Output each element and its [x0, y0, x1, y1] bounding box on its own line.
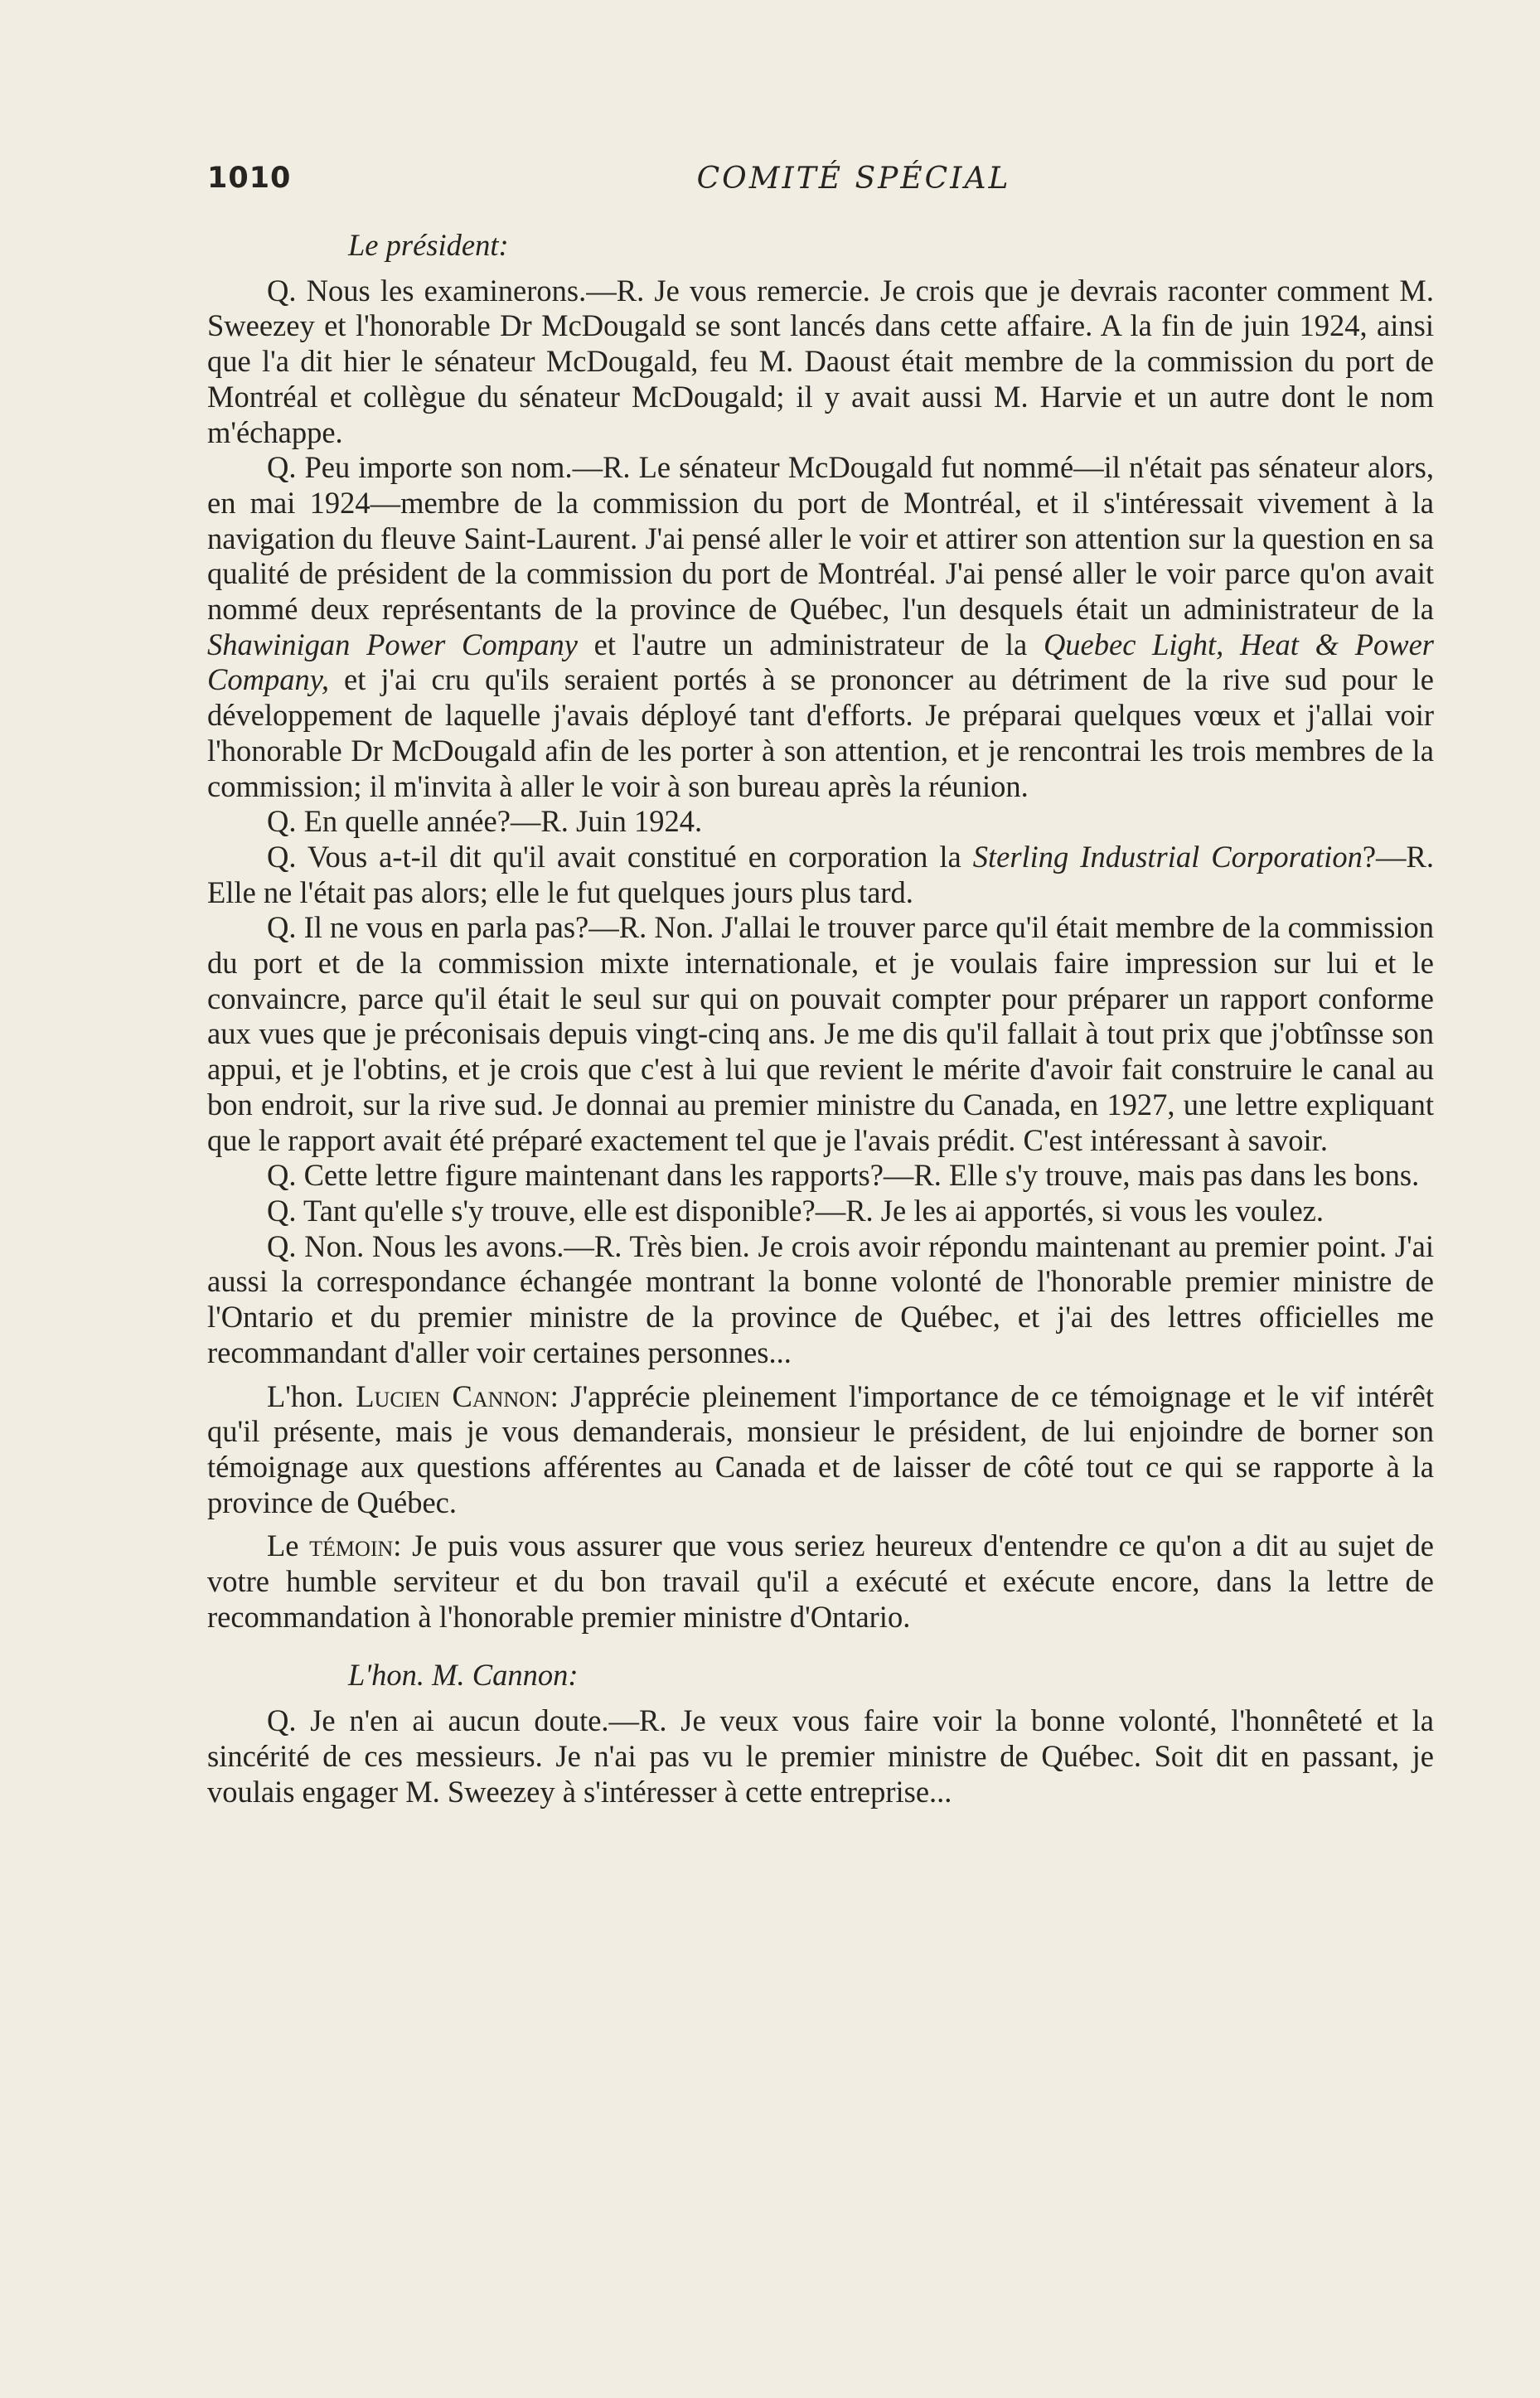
paragraph-4-text-a: Q. Vous a-t-il dit qu'il avait constitué en corporation la — [267, 839, 973, 874]
page-number: 1010 — [207, 162, 292, 195]
paragraph-4 — [207, 840, 1434, 910]
running-title: COMITÉ SPÉCIAL — [696, 162, 1011, 196]
paragraph-9-text: : J'apprécie pleinement l'importance de ce témoignage et le vif intérêt qu'il présente, mais je vous demanderais, monsieur le président, de lui enjoindre de borner son témoignage aux questions afférentes au Canada et de laisser de côté tout ce qui se rapporte à la province de Québec. — [207, 1378, 1434, 1519]
speaker-heading-cannon: L'hon. M. Cannon: — [348, 1658, 579, 1693]
paragraph-1: Q. Nous les examinerons.—R. Je vous remercie. Je crois que je devrais raconter comment M. Sweezey et l'honorable Dr McDougald se sont lancés dans cette affaire. A la fin de juin 1924, ainsi que l'a dit hier le sénateur McDougald, feu M. Daoust était membre de la commission du port de Montréal et collègue du sénateur McDougald; il y avait aussi M. Harvie et un autre dont le nom m'échappe. — [207, 273, 1434, 449]
company-name-sterling: Sterling Industrial Corporation — [972, 839, 1363, 874]
paragraph-9 — [207, 1379, 1434, 1521]
speaker-name-cannon: Lucien Cannon — [356, 1378, 550, 1413]
paragraph-4-text-b: ?—R. Elle ne l'était pas alors; elle le fut quelques jours plus tard. — [207, 839, 1435, 909]
speaker-heading-president: Le président: — [348, 228, 509, 262]
paragraph-2 — [207, 450, 1434, 804]
paragraph-10 — [207, 1528, 1434, 1635]
paragraph-3: Q. En quelle année?—R. Juin 1924. — [267, 804, 703, 839]
company-name-quebec-light: Quebec Light, Heat & Power Company, — [207, 627, 1435, 697]
page-header — [207, 162, 1434, 211]
paragraph-11: Q. Je n'en ai aucun doute.—R. Je veux vous faire voir la bonne volonté, l'honnêteté et la sincérité de ces messieurs. Je n'ai pas vu le premier ministre de Québec. Soit dit en passant, je voulais engager M. Sweezey à s'intéresser à cette entreprise... — [207, 1703, 1434, 1809]
paragraph-10-text: : Je puis vous assurer que vous seriez heureux d'entendre ce qu'on a dit au sujet de votre humble serviteur et du bon travail qu'il a exécuté et exécute encore, dans la lettre de recommandation à l'honorable premier ministre d'Ontario. — [207, 1528, 1435, 1634]
paragraph-7: Q. Tant qu'elle s'y trouve, elle est disponible?—R. Je les ai apportés, si vous les voulez. — [267, 1193, 1324, 1228]
paragraph-6: Q. Cette lettre figure maintenant dans les rapports?—R. Elle s'y trouve, mais pas dans les bons. — [267, 1158, 1420, 1193]
company-name-shawinigan: Shawinigan Power Company — [207, 627, 578, 661]
paragraph-2-text-c: et j'ai cru qu'ils seraient portés à se prononcer au détriment de la rive sud pour le développement de laquelle j'avais déployé tant d'efforts. Je préparai quelques vœux et j'allai voir l'honorable Dr McDougald afin de les porter à son attention, et je rencontrai les trois membres de la commission; il m'invita à aller le voir à son bureau après la réunion. — [207, 662, 1434, 803]
paragraph-2-text-b: et l'autre un administrateur de la — [577, 627, 1044, 661]
paragraph-8: Q. Non. Nous les avons.—R. Très bien. Je crois avoir répondu maintenant au premier point. J'ai aussi la correspondance échangée montrant la bonne volonté de l'honorable premier ministre de l'Ontario et du premier ministre de la province de Québec, et j'ai des lettres officielles me recommandant d'aller voir certaines personnes... — [207, 1228, 1434, 1369]
paragraph-10-prefix: Le — [267, 1528, 310, 1563]
body-text — [207, 228, 1434, 1809]
paragraph-9-prefix: L'hon. — [267, 1378, 356, 1413]
paragraph-5: Q. Il ne vous en parla pas?—R. Non. J'allai le trouver parce qu'il était membre de la commission du port et de la commission mixte internationale, et je voulais faire impression sur lui et le convaincre, parce qu'il était le seul sur qui on pouvait compter pour préparer un rapport conforme aux vues que je préconisais depuis vingt-cinq ans. Je me dis qu'il fallait à tout prix que j'obtînsse son appui, et je l'obtins, et je crois que c'est à lui que revient le mérite d'avoir fait construire le canal au bon endroit, sur la rive sud. Je donnai au premier ministre du Canada, en 1927, une lettre expliquant que le rapport avait été préparé exactement tel que je l'avais prédit. C'est intéressant à savoir. — [207, 910, 1434, 1157]
paragraph-2-text-a: Q. Peu importe son nom.—R. Le sénateur McDougald fut nommé—il n'était pas sénateur alors, en mai 1924—membre de la commission du port de Montréal, et il s'intéressait vivement à la navigation du fleuve Saint-Laurent. J'ai pensé aller le voir et attirer son attention sur la question en sa qualité de président de la commission du port de Montréal. J'ai pensé aller le voir parce qu'on avait nommé deux représentants de la province de Québec, l'un desquels était un administrateur de la — [207, 450, 1434, 627]
speaker-name-witness: témoin — [309, 1528, 394, 1563]
